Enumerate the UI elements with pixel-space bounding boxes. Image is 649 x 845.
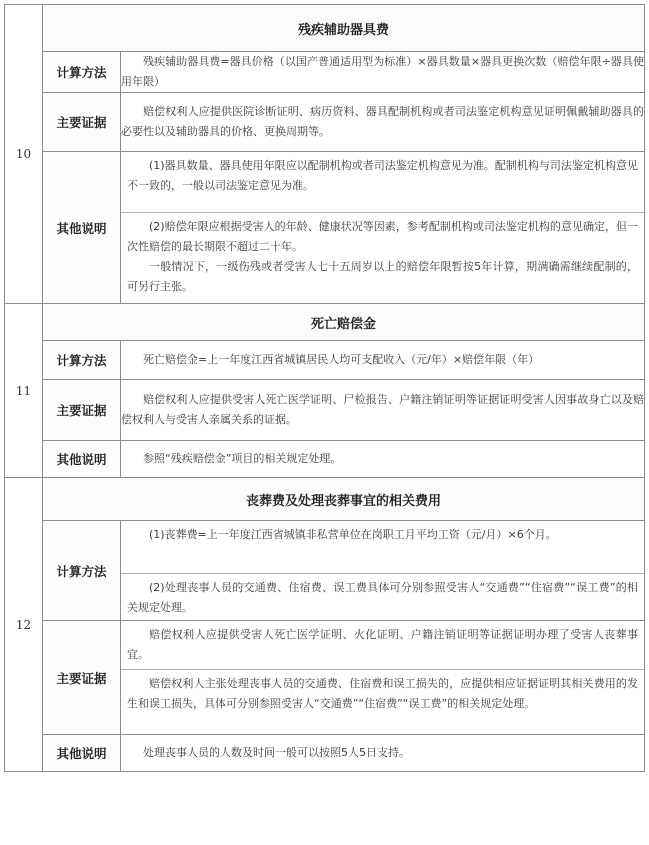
other-notes-label: 其他说明 <box>43 441 121 478</box>
other-note-text: (1)器具数量、器具使用年限应以配制机构或者司法鉴定机构意见为准。配制机构与司法鉴定机构意见不一致的，一般以司法鉴定意见为准。 <box>127 159 638 192</box>
section-title: 死亡赔偿金 <box>43 304 645 341</box>
calc-method-content <box>121 521 645 621</box>
calc-method-block <box>121 573 644 620</box>
evidence-text: 赔偿权利人应提供医院诊断证明、病历资料、器具配制机构或者司法鉴定机构意见证明佩戴辅助器具的必要性以及辅助器具的价格、更换周期等。 <box>121 105 644 138</box>
calc-method-label: 计算方法 <box>43 52 121 93</box>
calc-method-text: (2)处理丧事人员的交通费、住宿费、误工费具体可分别参照受害人“交通费”“住宿费”“误工费”的相关规定处理。 <box>127 581 638 614</box>
other-notes-content <box>121 735 645 772</box>
compensation-table <box>4 4 645 772</box>
calc-method-text: 残疾辅助器具费=器具价格（以国产普通适用型为标准）×器具数量×器具更换次数（赔偿年限÷器具使用年限） <box>121 55 644 88</box>
other-note-block <box>121 152 644 212</box>
evidence-text: 赔偿权利人应提供受害人死亡医学证明、尸检报告、户籍注销证明等证据证明受害人因事故身亡以及赔偿权利人与受害人亲属关系的证据。 <box>121 393 644 426</box>
calc-method-label: 计算方法 <box>43 521 121 621</box>
evidence-content <box>121 93 645 152</box>
other-notes-label: 其他说明 <box>43 735 121 772</box>
section-number: 12 <box>5 478 43 772</box>
other-note-text: 处理丧事人员的人数及时间一般可以按照5人5日支持。 <box>143 746 410 759</box>
calc-method-text: (1)丧葬费=上一年度江西省城镇非私营单位在岗职工月平均工资（元/月）×6个月。 <box>149 528 557 541</box>
evidence-text: 赔偿权利人主张处理丧事人员的交通费、住宿费和误工损失的，应提供相应证据证明其相关费用的发生和误工损失，具体可分别参照受害人“交通费”“住宿费”“误工费”的相关规定处理。 <box>127 677 638 710</box>
other-note-text: (2)赔偿年限应根据受害人的年龄、健康状况等因素，参考配制机构或司法鉴定机构的意见确定，但一次性赔偿的最长期限不超过二十年。 <box>127 220 638 253</box>
other-note-text: 参照“残疾赔偿金”项目的相关规定处理。 <box>143 452 342 465</box>
calc-method-content <box>121 52 645 93</box>
other-note-text: 一般情况下，一级伤残或者受害人七十五周岁以上的赔偿年限暂按5年计算，期满确需继续配制的，可另行主张。 <box>127 260 638 293</box>
calc-method-block <box>121 521 644 573</box>
evidence-content <box>121 621 645 735</box>
evidence-content <box>121 380 645 441</box>
evidence-text: 赔偿权利人应提供受害人死亡医学证明、火化证明、户籍注销证明等证据证明办理了受害人丧葬事宜。 <box>127 628 638 661</box>
section-title: 丧葬费及处理丧葬事宜的相关费用 <box>43 478 645 521</box>
calc-method-content <box>121 341 645 380</box>
evidence-block <box>121 669 644 734</box>
evidence-block <box>121 621 644 669</box>
section-number: 10 <box>5 5 43 304</box>
other-note-block <box>121 212 644 303</box>
section-title: 残疾辅助器具费 <box>43 5 645 52</box>
other-notes-content <box>121 152 645 304</box>
calc-method-text: 死亡赔偿金=上一年度江西省城镇居民人均可支配收入（元/年）×赔偿年限（年） <box>143 353 540 366</box>
calc-method-label: 计算方法 <box>43 341 121 380</box>
other-notes-content <box>121 441 645 478</box>
other-notes-label: 其他说明 <box>43 152 121 304</box>
evidence-label: 主要证据 <box>43 93 121 152</box>
evidence-label: 主要证据 <box>43 380 121 441</box>
evidence-label: 主要证据 <box>43 621 121 735</box>
section-number: 11 <box>5 304 43 478</box>
